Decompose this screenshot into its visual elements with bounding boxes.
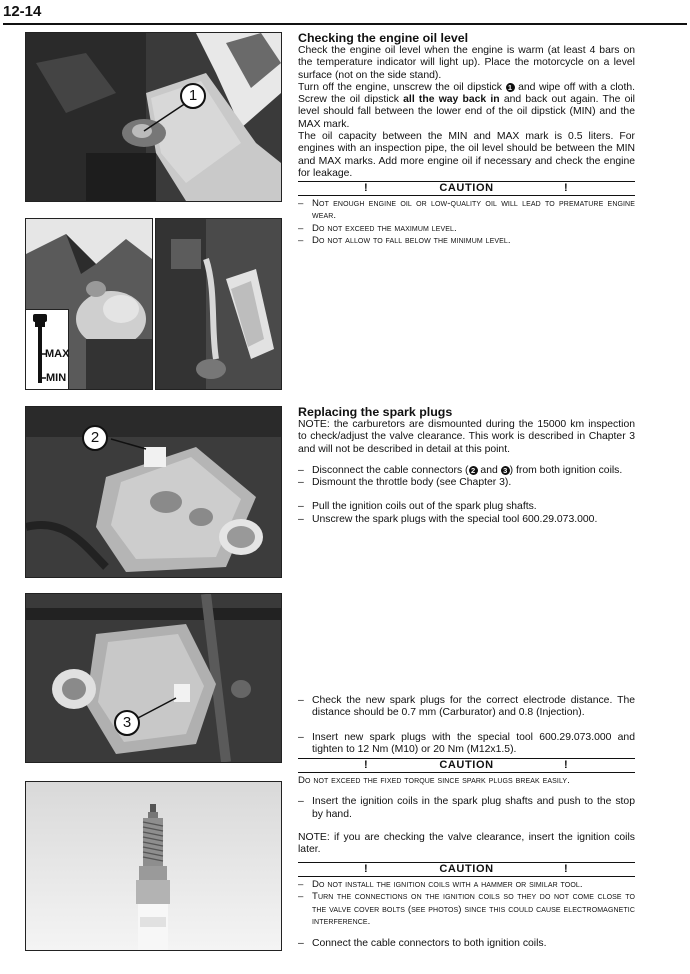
plugs-step <box>298 732 635 757</box>
section-spark-plugs <box>298 405 635 526</box>
caution-mark-right: ! <box>564 863 568 875</box>
caution-coils-title: CAUTION <box>439 863 494 875</box>
plugs-step <box>298 501 635 513</box>
caution-oil-list <box>298 198 635 247</box>
dash: – <box>298 513 304 525</box>
badge-2: 2 <box>469 466 478 475</box>
caution-torque-bar <box>298 758 635 773</box>
oil-para2-c: and back out again. The oil level should fall between the lower end of the oil dipstick (MIN) and the MAX mark. <box>298 94 635 130</box>
caution-coils-item-text: Turn the connections on the ignition coils so they do not come close to the valve cover bolts (see photos) since this could cause electromagnetic interference. <box>312 891 635 927</box>
page-number: 12-14 <box>3 3 42 20</box>
callout-3: 3 <box>114 710 140 736</box>
plugs-step <box>298 695 635 720</box>
caution-mark-left: ! <box>364 863 368 875</box>
dash: – <box>298 891 304 903</box>
min-label: MIN <box>46 372 67 384</box>
header-rule <box>3 23 687 25</box>
plugs-step1-b: ) from both ignition coils. <box>509 464 623 476</box>
caution-coils-bar <box>298 862 635 877</box>
plugs-note: NOTE: the carburetors are dismounted during the 15000 km inspection to check/adjust the valve clearance. This work is described in Chapter 3 and will not be described in detail at this point. <box>298 419 635 455</box>
plugs-step7: Insert the ignition coils in the spark plug shafts and push to the stop by hand. <box>312 796 635 820</box>
caution-mark-right: ! <box>564 759 568 771</box>
callout-1: 1 <box>180 83 206 109</box>
dash: – <box>298 501 304 513</box>
plugs-step5: Check the new spark plugs for the correct electrode distance. The distance should be 0.7 mm (Carburator) and 0.8 (Injection). <box>312 695 635 719</box>
plugs-step4: Unscrew the spark plugs with the special tool 600.29.073.000. <box>312 513 598 525</box>
plugs-step6: Insert new spark plugs with the special tool 600.29.073.000 and tighten to 12 Nm (M10) or 20 Nm (M12x1.5). <box>312 731 635 755</box>
caution-coils-block <box>298 879 635 950</box>
oil-para2-bold: all the way back in <box>403 94 500 106</box>
plugs-step3: Pull the ignition coils out of the spark plug shafts. <box>312 501 537 513</box>
caution-oil-title: CAUTION <box>439 182 494 194</box>
caution-coils-item-text: Do not install the ignition coils with a hammer or similar tool. <box>312 879 583 890</box>
photo-dipstick-removed <box>25 218 153 390</box>
plugs-step2: Dismount the throttle body (see Chapter 3). <box>312 477 512 489</box>
caution-mark-left: ! <box>364 182 368 194</box>
oil-para2 <box>298 82 635 131</box>
caution-coils-item <box>298 879 635 891</box>
dash: – <box>298 695 304 706</box>
plugs-note2: NOTE: if you are checking the valve clearance, insert the ignition coils later. <box>298 831 635 856</box>
plugs-heading: Replacing the spark plugs <box>298 405 453 419</box>
caution-mark-left: ! <box>364 759 368 771</box>
caution-coils-item <box>298 891 635 928</box>
caution-torque-title: CAUTION <box>439 759 494 771</box>
photo-spark-plug <box>25 781 282 951</box>
oil-heading: Checking the engine oil level <box>298 31 469 45</box>
dash: – <box>298 234 304 246</box>
oil-para1: Check the engine oil level when the engine is warm (at least 4 bars on the temperature indicator will light up). Place the motorcycle on a level surface (not on the side stand). <box>298 45 635 81</box>
section-engine-oil <box>298 31 635 180</box>
plugs-step <box>298 796 635 821</box>
caution-oil-item <box>298 235 635 247</box>
dash: – <box>298 477 304 489</box>
badge-1: 1 <box>506 83 515 92</box>
photo-ignition-connector-3 <box>25 593 282 763</box>
caution-oil-item-text: Do not exceed the maximum level. <box>312 222 457 234</box>
plugs-step <box>298 938 635 950</box>
oil-para3: The oil capacity between the MIN and MAX mark is 0.5 liters. For engines with an inspection pipe, the oil level should be between the MIN and MAX marks. Add more engine oil if necessary and check the engine for leakage. <box>298 131 635 179</box>
caution-oil-item <box>298 223 635 235</box>
photo-inspection-pipe <box>155 218 282 390</box>
caution-mark-right: ! <box>564 182 568 194</box>
plugs-step <box>298 477 635 489</box>
photo-oil-dipstick-location <box>25 32 282 202</box>
dash: – <box>298 731 304 743</box>
plugs-step1-and: and <box>480 464 498 476</box>
dash: – <box>298 879 304 890</box>
plugs-install-block <box>298 695 635 756</box>
oil-para2-b: and wipe off with a cloth. Screw the oil dipstick <box>298 81 635 106</box>
plugs-step <box>298 465 635 477</box>
dash: – <box>298 938 304 950</box>
badge-3: 3 <box>501 466 510 475</box>
callout-2: 2 <box>82 425 108 451</box>
caution-torque-block <box>298 775 635 856</box>
dash: – <box>298 796 304 808</box>
plugs-step1-a: Disconnect the cable connectors ( <box>312 464 469 476</box>
caution-oil-bar <box>298 181 635 196</box>
max-label: MAX <box>45 348 70 360</box>
caution-oil-item-text: Do not allow to fall below the minimum level. <box>312 234 511 246</box>
caution-oil-item <box>298 198 635 223</box>
caution-oil-item-text: Not enough engine oil or low-quality oil will lead to premature engine wear. <box>312 198 635 222</box>
photo-ignition-connector-2 <box>25 406 282 578</box>
plugs-step <box>298 514 635 526</box>
caution-torque-text: Do not exceed the fixed torque since spark plugs break easily. <box>298 775 570 786</box>
dash: – <box>298 198 304 209</box>
dash: – <box>298 222 304 234</box>
dipstick-gauge-inset <box>26 309 69 390</box>
dash: – <box>298 464 304 476</box>
oil-para2-a: Turn off the engine, unscrew the oil dipstick <box>298 81 502 93</box>
plugs-step8: Connect the cable connectors to both ignition coils. <box>312 938 547 950</box>
